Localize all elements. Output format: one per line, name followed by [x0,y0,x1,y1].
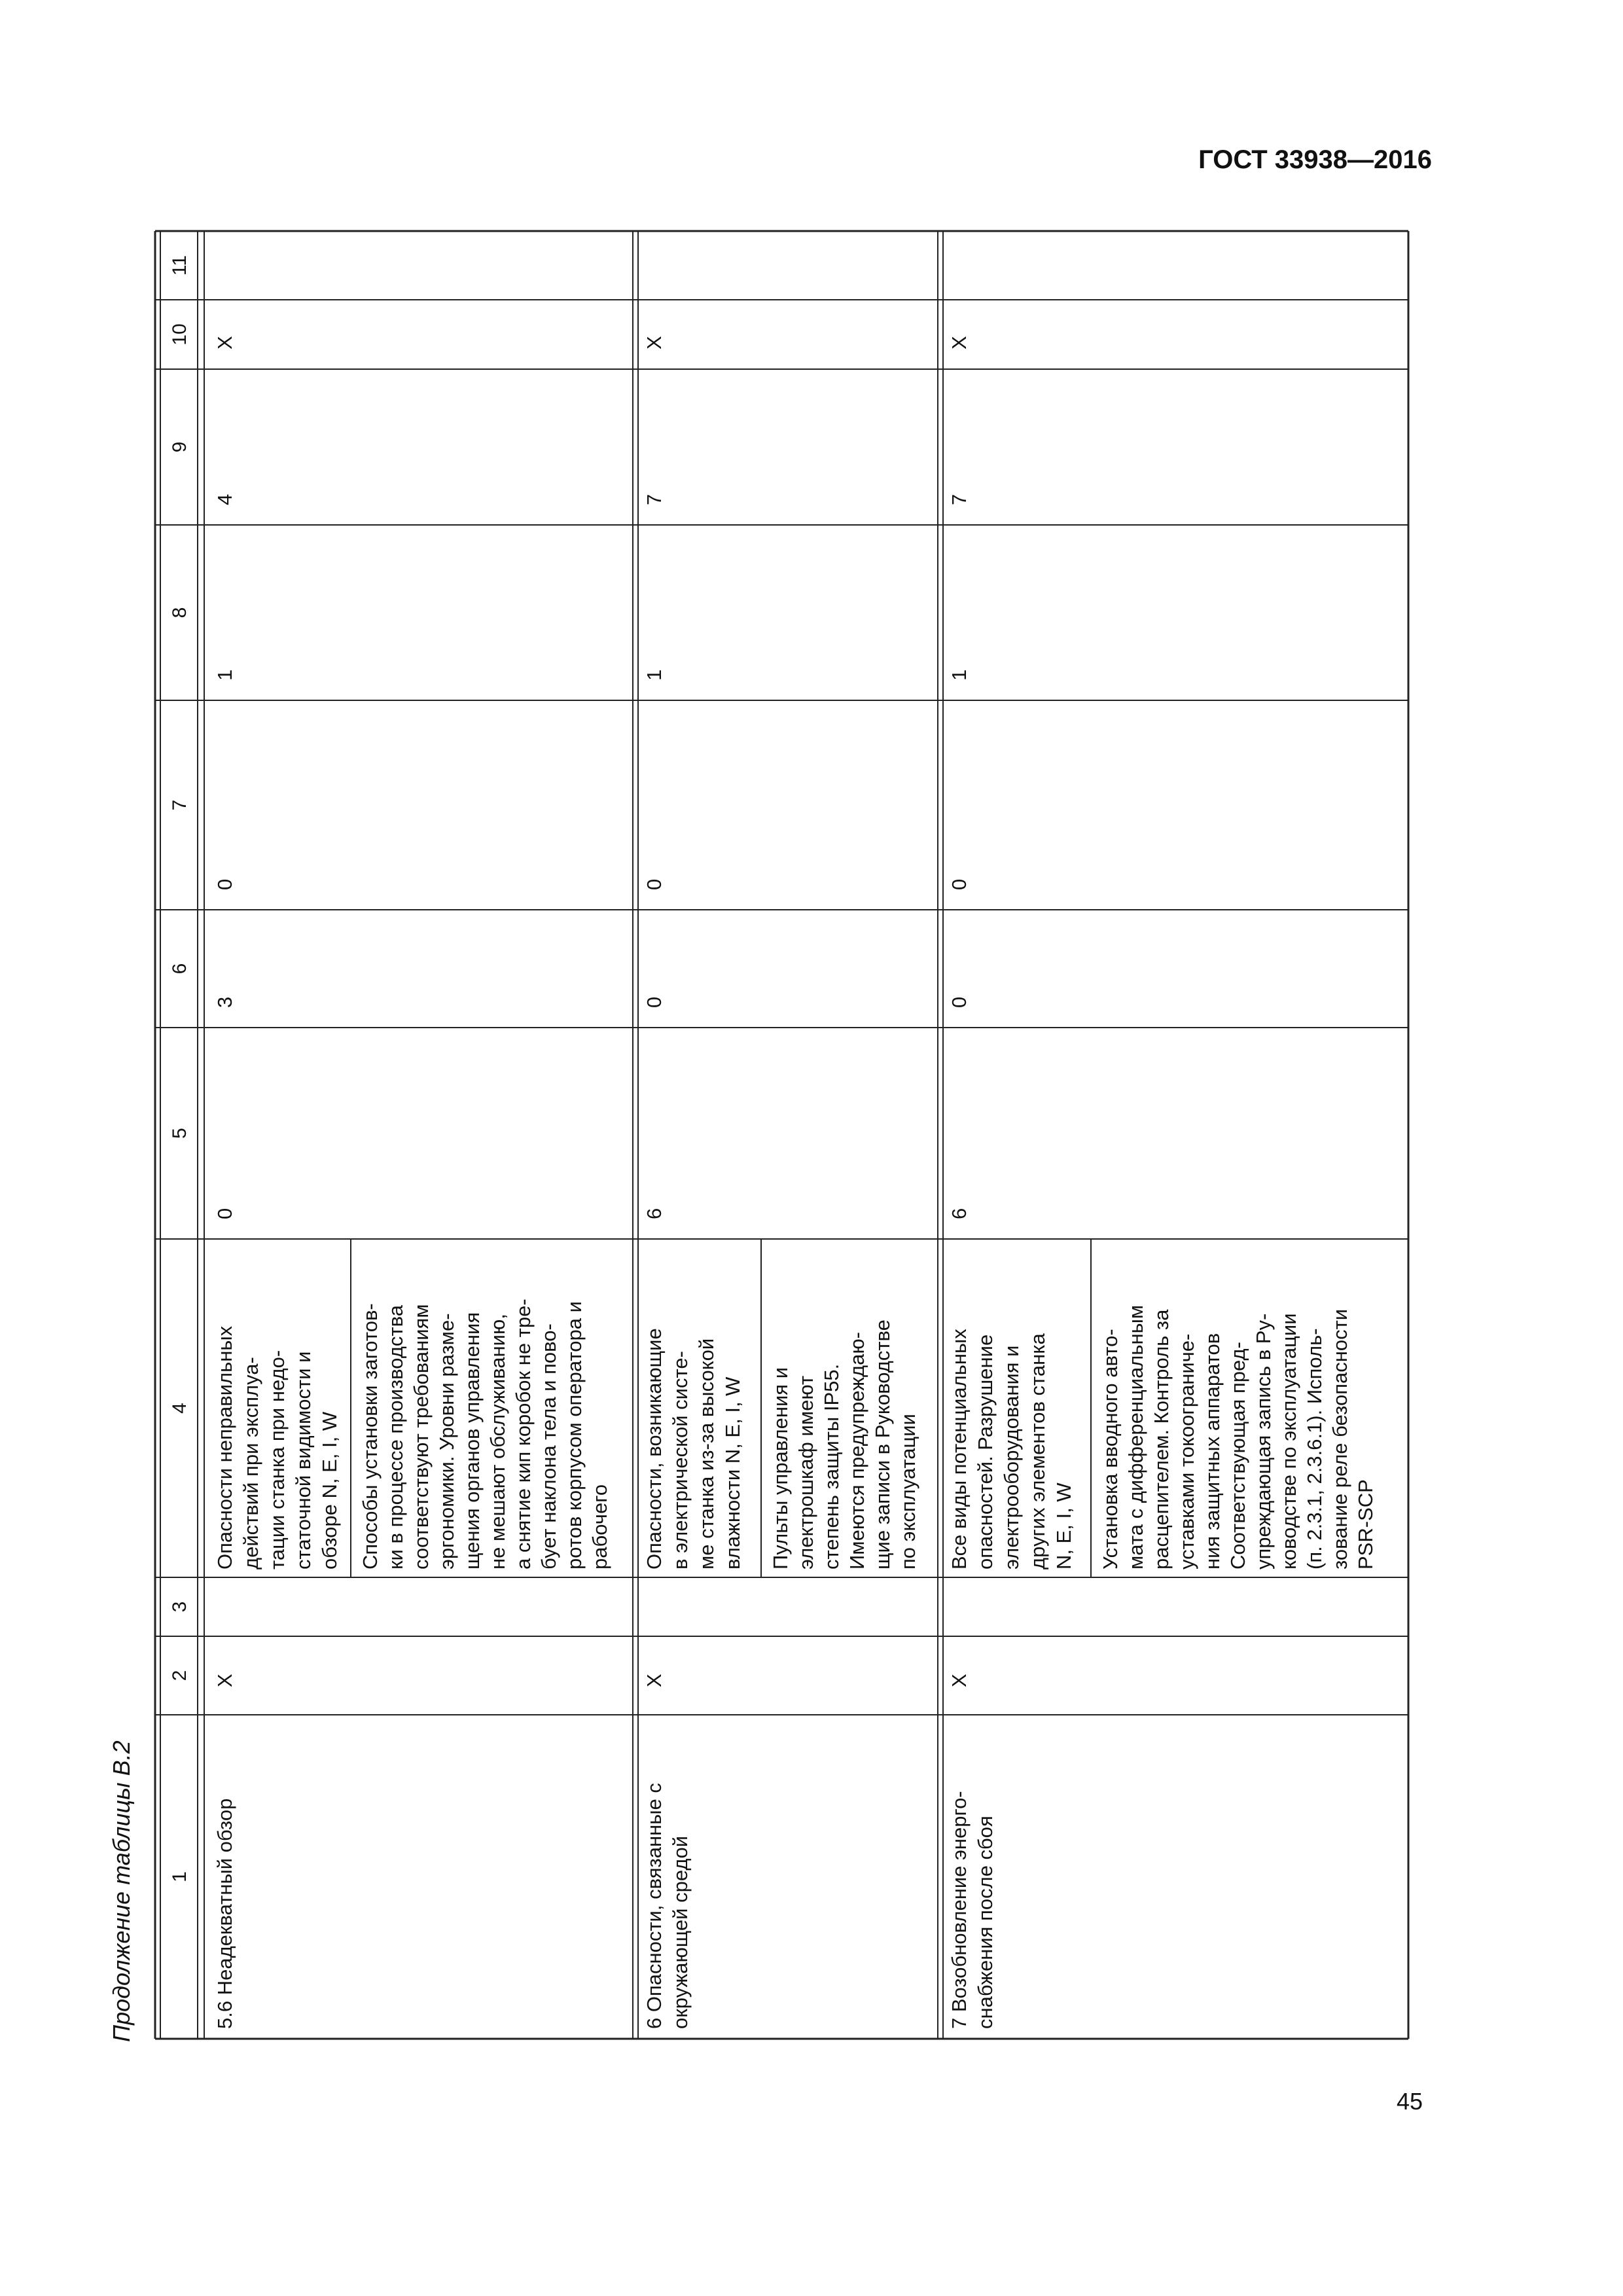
cell-c9: 7 [948,493,971,505]
cell-c6: 0 [643,996,666,1008]
cell-col4-top: электрооборудования и [1000,1345,1023,1570]
cell-col4-top: Все виды потенциальных [948,1329,971,1570]
column-header: 1 [169,1871,190,1882]
page-number: 45 [1397,2088,1423,2115]
cell-col4-top: других элементов станка [1026,1333,1049,1570]
cell-col1: снабжения после сбоя [974,1816,997,2029]
column-header: 9 [169,441,190,453]
cell-col2: X [948,1674,971,1687]
table-grid [155,231,1408,2039]
cell-col4-bottom: а снятие кип коробок не тре- [512,1299,535,1570]
cell-col4-bottom: зование реле безопасности [1329,1308,1351,1570]
column-header: 3 [169,1601,190,1613]
cell-c8: 1 [948,669,971,681]
table-caption: Продолжение таблицы В.2 [108,1740,135,2042]
column-header: 8 [169,607,190,619]
cell-col1: 5.6 Неадекватный обзор [213,1798,236,2029]
cell-c5: 6 [948,1208,971,1219]
cell-c9: 4 [213,493,236,505]
cell-col1: 7 Возобновление энерго- [948,1791,971,2029]
cell-c6: 3 [213,996,236,1008]
cell-c10: X [643,336,666,350]
cell-col4-bottom: расцепителем. Контроль за [1150,1309,1173,1570]
cell-col4-bottom: уставками токоограниче- [1175,1333,1198,1570]
cell-col4-bottom: Способы установки заготов- [359,1303,382,1570]
cell-col4-top: влажности N, E, I, W [721,1376,744,1570]
cell-col4-bottom: ки в процессе производства [384,1305,407,1570]
cell-col4-bottom: соответствуют требованиям [410,1304,433,1570]
cell-c5: 0 [213,1208,236,1219]
column-header: 7 [169,799,190,811]
cell-c5: 6 [643,1208,666,1219]
cell-c6: 0 [948,996,971,1008]
cell-col4-top: Опасности, возникающие [643,1328,666,1570]
cell-col4-bottom: Установка вводного авто- [1099,1329,1122,1570]
cell-c7: 0 [643,878,666,890]
cell-col4-bottom: бует наклона тела и пово- [537,1323,560,1570]
cell-col4-bottom: ния защитных аппаратов [1201,1333,1224,1570]
cell-col4-top: обзоре N, E, I, W [318,1411,341,1570]
cell-c9: 7 [643,493,666,505]
cell-col4-bottom: Соответствующая пред- [1226,1342,1249,1570]
cell-col2: X [643,1674,666,1687]
cell-c7: 0 [213,878,236,890]
cell-col4-bottom: эргономики. Уровни разме- [435,1313,458,1570]
column-header: 10 [169,323,190,346]
cell-col4-bottom: щения органов управления [461,1312,484,1570]
cell-col4-top: Опасности неправильных [213,1325,236,1570]
cell-col4-bottom: по эксплуатации [897,1414,919,1570]
column-header: 11 [169,255,190,276]
cell-col4-top: ме станка из-за высокой [695,1338,718,1570]
cell-col4-top: статочной видимости и [292,1351,315,1570]
cell-col4-bottom: Имеются предупреждаю- [846,1332,868,1570]
cell-c10: X [213,336,236,350]
column-header: 6 [169,963,190,975]
column-header: 2 [169,1670,190,1681]
cell-col1: окружающей средой [669,1835,692,2029]
cell-col4-bottom: упреждающая запись в Ру- [1252,1313,1275,1570]
cell-col4-bottom: электрошкаф имеют [794,1375,817,1570]
column-header: 4 [169,1403,190,1414]
cell-col4-bottom: не мешают обслуживанию, [486,1314,509,1570]
cell-col4-bottom: ководстве по эксплуатации [1277,1313,1300,1570]
cell-col4-top: тации станка при недо- [266,1350,289,1570]
cell-c10: X [948,336,971,350]
cell-col4-top: опасностей. Разрушение [974,1334,997,1570]
cell-col4-bottom: Пульты управления и [769,1367,792,1570]
cell-col4-top: в электрической систе- [669,1351,692,1570]
cell-col1: 6 Опасности, связанные с [643,1783,666,2029]
cell-c8: 1 [213,669,236,681]
cell-col4-bottom: мата с дифференциальным [1124,1304,1147,1570]
cell-col4-bottom: степень защиты IP55. [820,1363,843,1570]
cell-col4-bottom: щие записи в Руководстве [871,1319,894,1570]
cell-col4-bottom: (п. 2.3.1, 2.3.6.1). Исполь- [1303,1328,1326,1570]
cell-col4-bottom: рабочего [588,1484,611,1570]
cell-col4-bottom: ротов корпусом оператора и [563,1301,586,1570]
cell-c8: 1 [643,669,666,681]
column-header: 5 [169,1128,190,1139]
document-standard-header: ГОСТ 33938—2016 [1198,145,1432,174]
cell-col4-top: N, E, I, W [1052,1482,1075,1570]
cell-col4-bottom: PSR-SCP [1354,1479,1377,1570]
table-text [108,255,1377,2042]
cell-c7: 0 [948,878,971,890]
cell-col2: X [213,1674,236,1687]
cell-col4-top: действий при эксплуа- [240,1357,262,1570]
